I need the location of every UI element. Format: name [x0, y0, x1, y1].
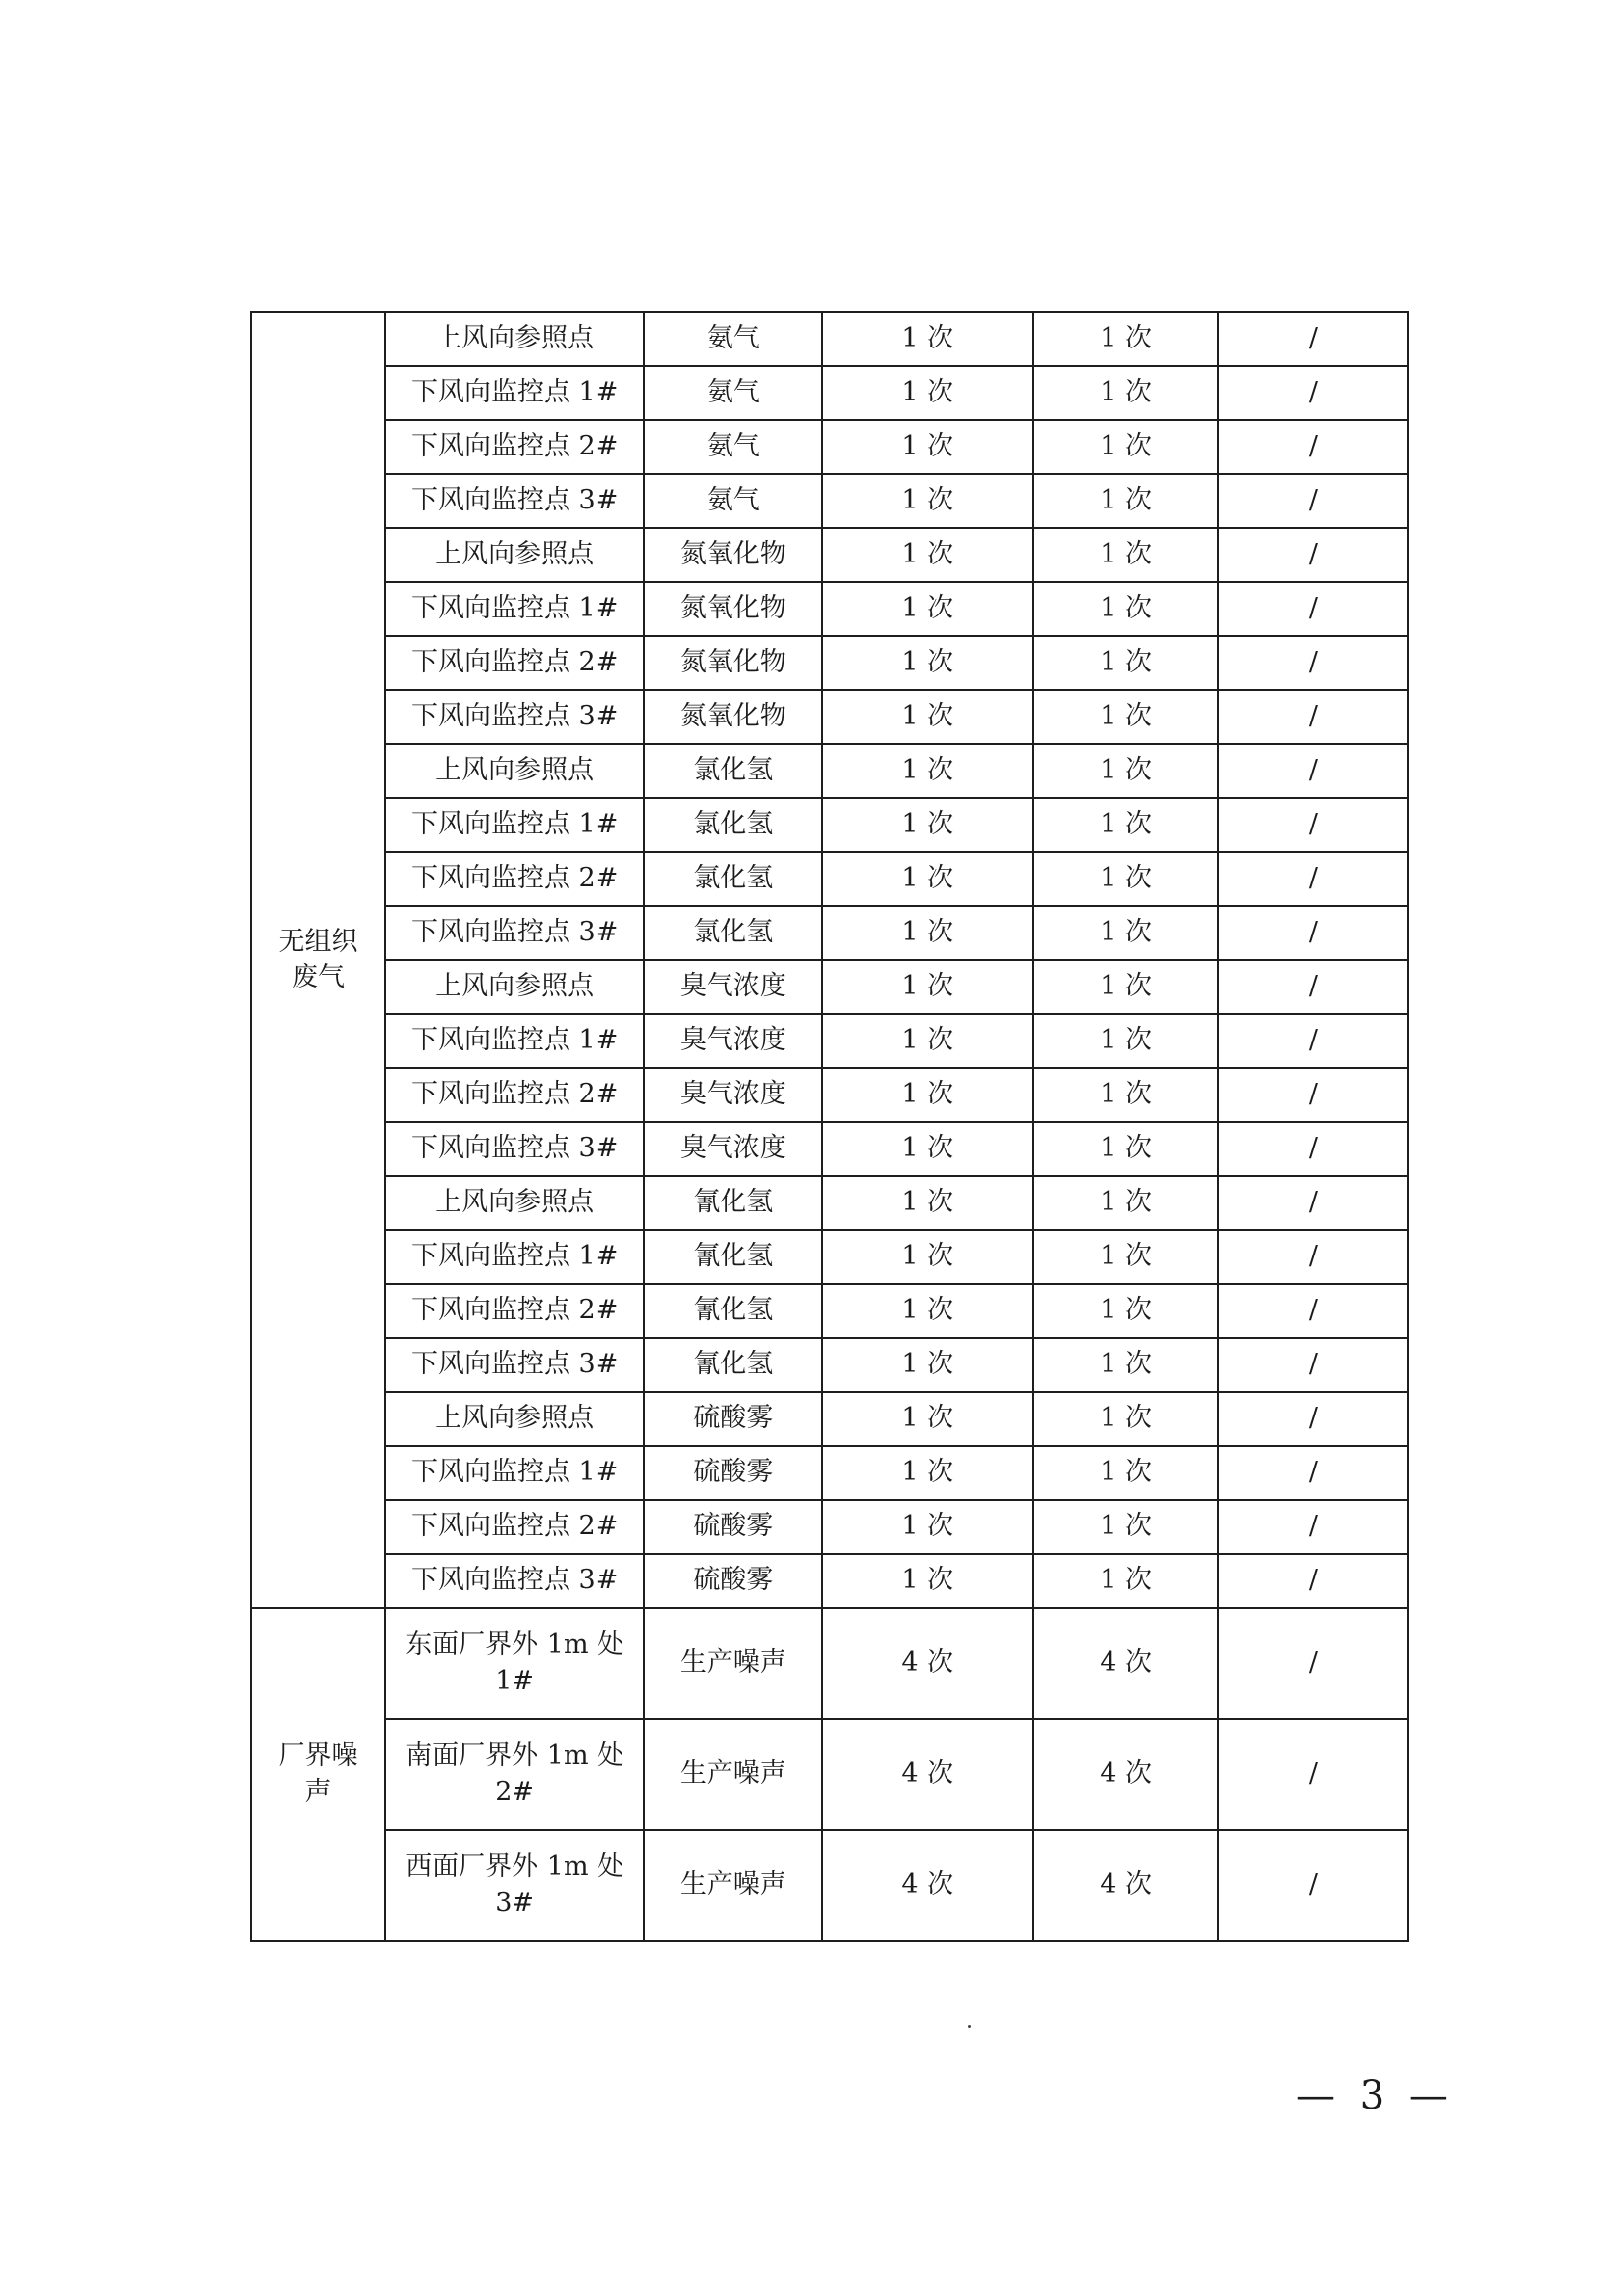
- table-row: [251, 366, 1408, 420]
- monitoring-point-cell: 上风向参照点: [385, 744, 644, 798]
- pollutant-cell: 氮氧化物: [644, 528, 822, 582]
- note-cell: /: [1218, 1338, 1408, 1392]
- monitoring-point-cell: [385, 1830, 644, 1941]
- frequency-cell: 1 次: [1033, 906, 1218, 960]
- table-row: [251, 690, 1408, 744]
- monitoring-point-cell: 上风向参照点: [385, 528, 644, 582]
- note-cell: /: [1218, 1830, 1408, 1941]
- pollutant-cell: 生产噪声: [644, 1719, 822, 1830]
- note-cell: /: [1218, 1446, 1408, 1500]
- pollutant-cell: 氯化氢: [644, 852, 822, 906]
- note-cell: /: [1218, 582, 1408, 636]
- table-row: [251, 1830, 1408, 1941]
- frequency-cell: 1 次: [822, 312, 1033, 366]
- pollutant-cell: 氨气: [644, 312, 822, 366]
- table-row: [251, 1446, 1408, 1500]
- frequency-cell: 1 次: [822, 1554, 1033, 1608]
- frequency-cell: 1 次: [822, 1392, 1033, 1446]
- pollutant-cell: 氯化氢: [644, 798, 822, 852]
- monitoring-point-cell: 下风向监控点 1#: [385, 1230, 644, 1284]
- frequency-cell: 1 次: [1033, 582, 1218, 636]
- table-row: [251, 798, 1408, 852]
- note-cell: /: [1218, 1284, 1408, 1338]
- monitoring-point-cell: 下风向监控点 2#: [385, 1500, 644, 1554]
- table-row: [251, 852, 1408, 906]
- frequency-cell: 1 次: [1033, 1068, 1218, 1122]
- pollutant-cell: 氯化氢: [644, 906, 822, 960]
- frequency-cell: 1 次: [1033, 1500, 1218, 1554]
- category-label: 厂界噪: [278, 1740, 358, 1772]
- table-row: [251, 744, 1408, 798]
- monitoring-point-cell: 上风向参照点: [385, 1392, 644, 1446]
- pollutant-cell: 氰化氢: [644, 1338, 822, 1392]
- category-label: 废气: [292, 962, 345, 992]
- table-row: [251, 1122, 1408, 1176]
- note-cell: /: [1218, 690, 1408, 744]
- note-cell: /: [1218, 1014, 1408, 1068]
- monitoring-point-line: 3#: [495, 1887, 535, 1918]
- monitoring-point-cell: 下风向监控点 2#: [385, 852, 644, 906]
- frequency-cell: 1 次: [822, 1284, 1033, 1338]
- frequency-cell: 1 次: [1033, 798, 1218, 852]
- frequency-cell: 1 次: [822, 366, 1033, 420]
- pollutant-cell: 氮氧化物: [644, 690, 822, 744]
- frequency-cell: 1 次: [822, 1446, 1033, 1500]
- table-row: [251, 1176, 1408, 1230]
- frequency-cell: 1 次: [822, 1230, 1033, 1284]
- frequency-cell: 1 次: [1033, 690, 1218, 744]
- frequency-cell: 1 次: [822, 582, 1033, 636]
- monitoring-point-cell: 下风向监控点 2#: [385, 1284, 644, 1338]
- table-row: [251, 1230, 1408, 1284]
- frequency-cell: 1 次: [822, 690, 1033, 744]
- frequency-cell: 4 次: [1033, 1608, 1218, 1719]
- frequency-cell: 1 次: [822, 1176, 1033, 1230]
- pollutant-cell: 氰化氢: [644, 1176, 822, 1230]
- frequency-cell: 1 次: [822, 474, 1033, 528]
- table-row: [251, 906, 1408, 960]
- note-cell: /: [1218, 1068, 1408, 1122]
- frequency-cell: 1 次: [1033, 312, 1218, 366]
- page-number: — 3 —: [1296, 2073, 1454, 2118]
- monitoring-point-cell: 下风向监控点 3#: [385, 690, 644, 744]
- table-row: [251, 1014, 1408, 1068]
- note-cell: /: [1218, 1719, 1408, 1830]
- frequency-cell: 1 次: [1033, 1176, 1218, 1230]
- note-cell: /: [1218, 1176, 1408, 1230]
- note-cell: /: [1218, 420, 1408, 474]
- category-cell-noise: [251, 1608, 385, 1941]
- frequency-cell: 1 次: [822, 798, 1033, 852]
- frequency-cell: 1 次: [822, 1068, 1033, 1122]
- table-row: [251, 960, 1408, 1014]
- category-label: 无组织: [278, 926, 358, 957]
- monitoring-point-line: 东面厂界外 1m 处: [406, 1629, 624, 1661]
- frequency-cell: 1 次: [1033, 528, 1218, 582]
- note-cell: /: [1218, 906, 1408, 960]
- pollutant-cell: 氮氧化物: [644, 636, 822, 690]
- note-cell: /: [1218, 636, 1408, 690]
- frequency-cell: 1 次: [1033, 1338, 1218, 1392]
- pollutant-cell: 臭气浓度: [644, 1014, 822, 1068]
- table-row: [251, 1392, 1408, 1446]
- monitoring-point-cell: 上风向参照点: [385, 960, 644, 1014]
- note-cell: /: [1218, 1608, 1408, 1719]
- pollutant-cell: 氨气: [644, 474, 822, 528]
- frequency-cell: 1 次: [822, 1122, 1033, 1176]
- pollutant-cell: 氮氧化物: [644, 582, 822, 636]
- frequency-cell: 1 次: [1033, 744, 1218, 798]
- pollutant-cell: 氯化氢: [644, 744, 822, 798]
- category-cell-air: [251, 312, 385, 1608]
- monitoring-point-cell: 下风向监控点 3#: [385, 1554, 644, 1608]
- frequency-cell: 1 次: [1033, 420, 1218, 474]
- note-cell: /: [1218, 798, 1408, 852]
- frequency-cell: 1 次: [822, 960, 1033, 1014]
- monitoring-table: [250, 311, 1409, 1942]
- table-row: [251, 1608, 1408, 1719]
- frequency-cell: 1 次: [1033, 852, 1218, 906]
- table-row: [251, 312, 1408, 366]
- frequency-cell: 4 次: [822, 1608, 1033, 1719]
- table-row: [251, 582, 1408, 636]
- monitoring-point-line: 2#: [495, 1776, 535, 1807]
- pollutant-cell: 硫酸雾: [644, 1554, 822, 1608]
- frequency-cell: 4 次: [1033, 1830, 1218, 1941]
- note-cell: /: [1218, 960, 1408, 1014]
- table-row: [251, 1554, 1408, 1608]
- frequency-cell: 1 次: [1033, 1230, 1218, 1284]
- note-cell: /: [1218, 474, 1408, 528]
- frequency-cell: 1 次: [822, 1338, 1033, 1392]
- note-cell: /: [1218, 1500, 1408, 1554]
- monitoring-point-cell: 下风向监控点 1#: [385, 1446, 644, 1500]
- frequency-cell: 1 次: [1033, 960, 1218, 1014]
- monitoring-point-cell: 下风向监控点 1#: [385, 798, 644, 852]
- frequency-cell: 1 次: [822, 636, 1033, 690]
- category-label: 声: [304, 1776, 332, 1807]
- pollutant-cell: 硫酸雾: [644, 1446, 822, 1500]
- frequency-cell: 1 次: [1033, 1554, 1218, 1608]
- pollutant-cell: 臭气浓度: [644, 960, 822, 1014]
- note-cell: /: [1218, 1122, 1408, 1176]
- monitoring-point-cell: 下风向监控点 1#: [385, 1014, 644, 1068]
- table-row: [251, 1068, 1408, 1122]
- monitoring-point-cell: 下风向监控点 2#: [385, 1068, 644, 1122]
- note-cell: /: [1218, 744, 1408, 798]
- frequency-cell: 1 次: [822, 420, 1033, 474]
- pollutant-cell: 臭气浓度: [644, 1068, 822, 1122]
- note-cell: /: [1218, 312, 1408, 366]
- pollutant-cell: 氨气: [644, 366, 822, 420]
- frequency-cell: 1 次: [822, 906, 1033, 960]
- note-cell: /: [1218, 1230, 1408, 1284]
- frequency-cell: 1 次: [822, 1500, 1033, 1554]
- note-cell: /: [1218, 1392, 1408, 1446]
- pollutant-cell: 氰化氢: [644, 1284, 822, 1338]
- pollutant-cell: 硫酸雾: [644, 1392, 822, 1446]
- monitoring-point-line: 1#: [495, 1665, 535, 1696]
- frequency-cell: 1 次: [1033, 636, 1218, 690]
- table-row: [251, 474, 1408, 528]
- frequency-cell: 1 次: [1033, 1122, 1218, 1176]
- frequency-cell: 4 次: [1033, 1719, 1218, 1830]
- pollutant-cell: 臭气浓度: [644, 1122, 822, 1176]
- frequency-cell: 1 次: [1033, 366, 1218, 420]
- note-cell: /: [1218, 528, 1408, 582]
- frequency-cell: 1 次: [1033, 1284, 1218, 1338]
- monitoring-point-cell: [385, 1719, 644, 1830]
- table-row: [251, 1719, 1408, 1830]
- frequency-cell: 1 次: [822, 1014, 1033, 1068]
- monitoring-point-cell: 上风向参照点: [385, 312, 644, 366]
- monitoring-point-cell: 下风向监控点 2#: [385, 420, 644, 474]
- frequency-cell: 1 次: [1033, 1446, 1218, 1500]
- monitoring-point-cell: 下风向监控点 1#: [385, 366, 644, 420]
- frequency-cell: 4 次: [822, 1830, 1033, 1941]
- table-row: [251, 1284, 1408, 1338]
- frequency-cell: 1 次: [1033, 1392, 1218, 1446]
- pollutant-cell: 生产噪声: [644, 1608, 822, 1719]
- pollutant-cell: 氰化氢: [644, 1230, 822, 1284]
- table-row: [251, 1338, 1408, 1392]
- table-row: [251, 1500, 1408, 1554]
- monitoring-point-line: 西面厂界外 1m 处: [406, 1851, 624, 1883]
- monitoring-point-line: 南面厂界外 1m 处: [406, 1740, 624, 1772]
- monitoring-point-cell: [385, 1608, 644, 1719]
- monitoring-point-cell: 下风向监控点 3#: [385, 1122, 644, 1176]
- monitoring-point-cell: 下风向监控点 3#: [385, 906, 644, 960]
- monitoring-point-cell: 下风向监控点 2#: [385, 636, 644, 690]
- frequency-cell: 1 次: [1033, 474, 1218, 528]
- note-cell: /: [1218, 1554, 1408, 1608]
- frequency-cell: 1 次: [822, 528, 1033, 582]
- monitoring-point-cell: 下风向监控点 3#: [385, 1338, 644, 1392]
- table-row: [251, 636, 1408, 690]
- monitoring-point-cell: 下风向监控点 1#: [385, 582, 644, 636]
- pollutant-cell: 氨气: [644, 420, 822, 474]
- table-row: [251, 420, 1408, 474]
- frequency-cell: 1 次: [1033, 1014, 1218, 1068]
- table-row: [251, 528, 1408, 582]
- note-cell: /: [1218, 366, 1408, 420]
- monitoring-point-cell: 下风向监控点 3#: [385, 474, 644, 528]
- note-cell: /: [1218, 852, 1408, 906]
- monitoring-point-cell: 上风向参照点: [385, 1176, 644, 1230]
- pollutant-cell: 硫酸雾: [644, 1500, 822, 1554]
- frequency-cell: 1 次: [822, 852, 1033, 906]
- pollutant-cell: 生产噪声: [644, 1830, 822, 1941]
- frequency-cell: 1 次: [822, 744, 1033, 798]
- scan-speck: [968, 2025, 971, 2028]
- frequency-cell: 4 次: [822, 1719, 1033, 1830]
